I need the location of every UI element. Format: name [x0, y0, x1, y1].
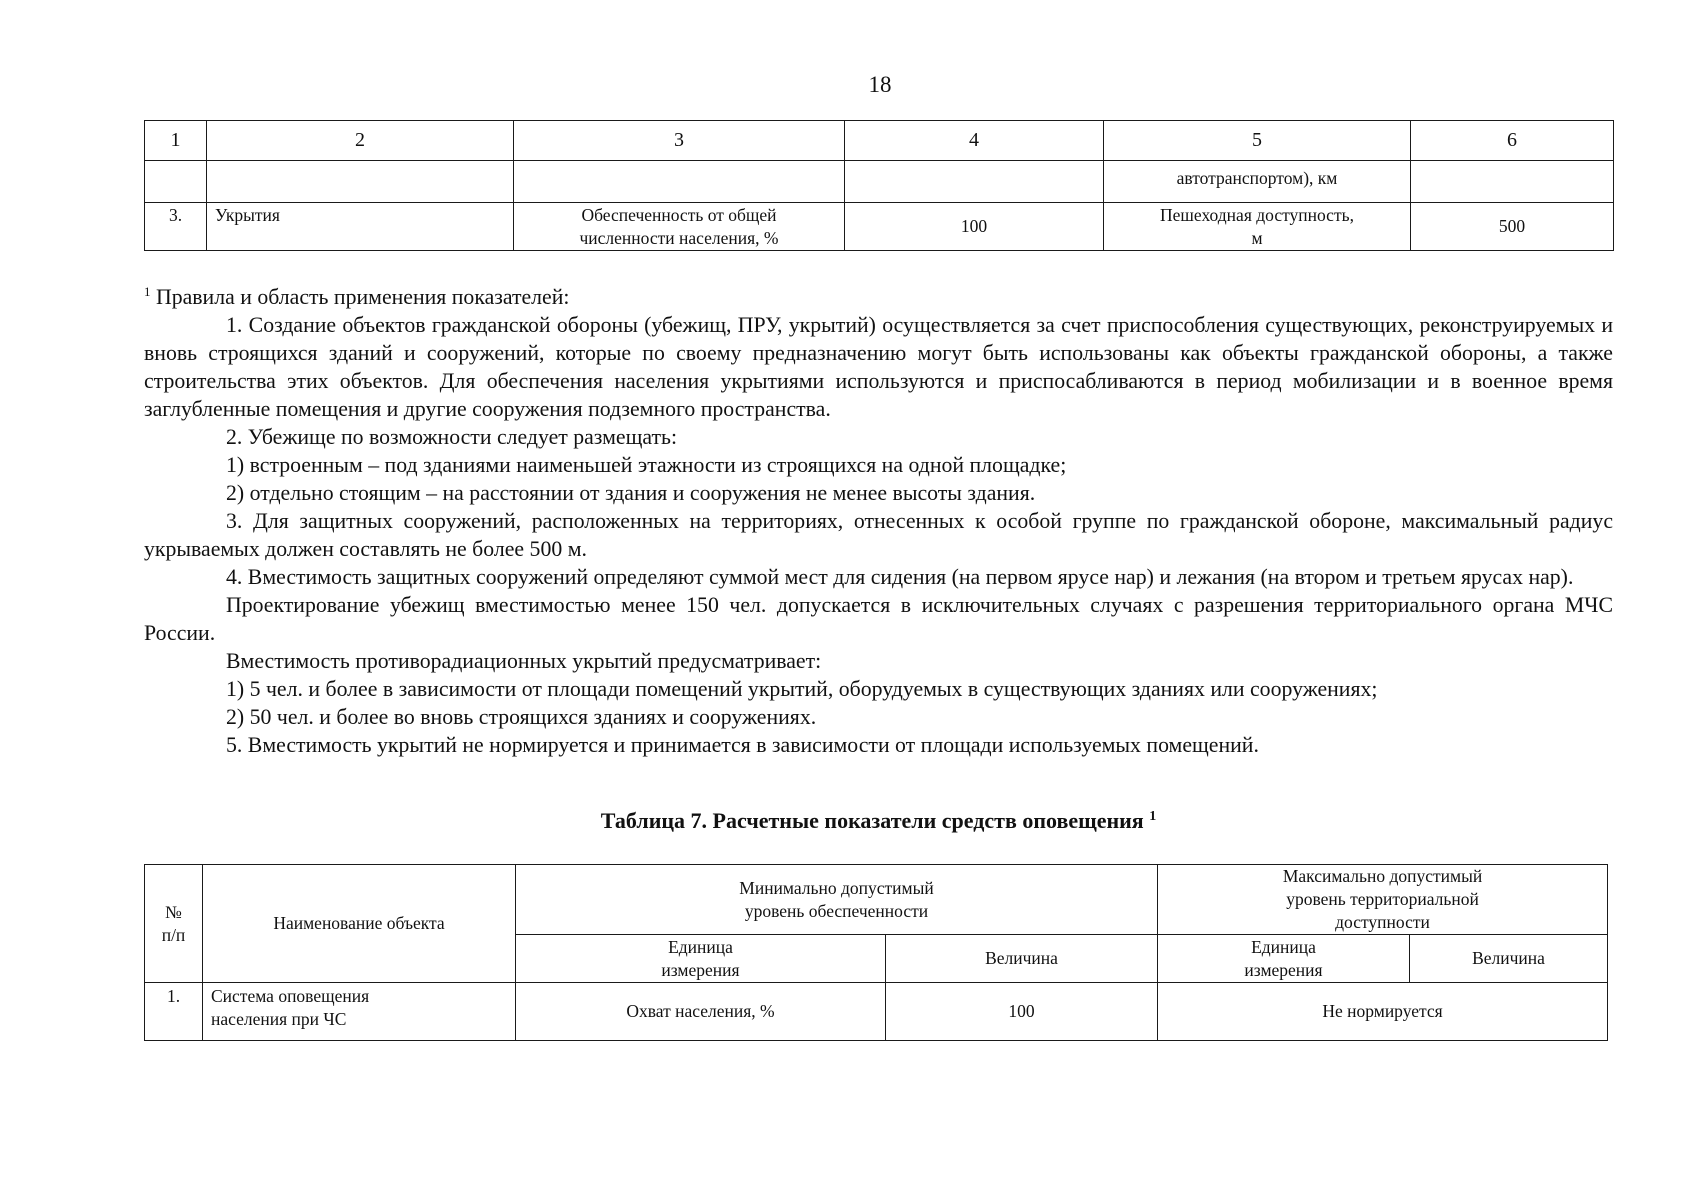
rule-list-item: 1) 5 чел. и более в зависимости от площади помещений укрытий, оборудуемых в существующих зданиях или сооружениях; — [226, 677, 1378, 701]
header-value: Величина — [886, 935, 1158, 983]
access-cell — [1104, 203, 1411, 251]
row-number: 3. — [145, 203, 207, 251]
header-line: уровень территориальной — [1286, 889, 1479, 909]
header-line: Единица — [1251, 936, 1316, 957]
table-header-cell: 6 — [1411, 121, 1614, 161]
rule-list-item: 2) 50 чел. и более во вновь строящихся зданиях и сооружениях. — [226, 705, 817, 729]
header-unit-access — [1158, 935, 1410, 983]
header-line: Единица — [668, 936, 733, 957]
table-row — [145, 983, 1608, 1041]
access-line: Пешеходная доступность, — [1160, 204, 1354, 225]
table-7-title-marker: 1 — [1149, 809, 1157, 824]
table-row — [145, 203, 1614, 251]
access-cell: Не нормируется — [1158, 983, 1608, 1041]
header-max-level — [1158, 865, 1608, 935]
footnote-title — [144, 278, 1613, 311]
rule-paragraph: Проектирование убежищ вместимостью менее 150 чел. допускается в исключительных случаях с разрешения территориального органа МЧС России. — [144, 593, 1613, 645]
table-cell — [145, 161, 207, 203]
rule-paragraph: 3. Для защитных сооружений, расположенных на территориях, отнесенных к особой группе по гражданской обороне, максимальный радиус укрываемых должен составлять не более 500 м. — [144, 509, 1613, 561]
rule-paragraph: 5. Вместимость укрытий не нормируется и принимается в зависимости от площади используемых помещений. — [226, 733, 1259, 757]
table-cell — [845, 161, 1104, 203]
table-header-cell: 2 — [207, 121, 514, 161]
table-header-row — [145, 865, 1608, 935]
table-7-title — [144, 808, 1613, 834]
object-name — [203, 983, 516, 1041]
header-line: № — [165, 901, 182, 922]
table-cell — [1411, 161, 1614, 203]
indicator-cell — [514, 203, 845, 251]
header-line: уровень обеспеченности — [744, 900, 929, 921]
indicator-line: Обеспеченность от общей — [581, 204, 777, 225]
table-header-cell: 3 — [514, 121, 845, 161]
table-7-title-text: Таблица 7. Расчетные показатели средств оповещения — [600, 808, 1144, 833]
access-line: м — [1251, 227, 1263, 248]
table-header-cell: 5 — [1104, 121, 1411, 161]
unit-cell: Охват населения, % — [516, 983, 886, 1041]
table-header-cell: 1 — [145, 121, 207, 161]
table-cell — [514, 161, 845, 203]
header-line: Максимально допустимый — [1282, 866, 1483, 886]
header-value-access: Величина — [1410, 935, 1608, 983]
value-cell: 100 — [845, 203, 1104, 251]
rule-paragraph: Вместимость противорадиационных укрытий предусматривает: — [226, 649, 822, 673]
table-previous-continued — [144, 120, 1614, 251]
header-line: измерения — [661, 959, 740, 980]
object-name-line: населения при ЧС — [211, 1009, 347, 1029]
indicator-line: численности населения, % — [579, 227, 779, 248]
table-header-row — [145, 121, 1614, 161]
header-unit — [516, 935, 886, 983]
footnote-marker: 1 — [144, 284, 151, 299]
page-number: 18 — [868, 72, 892, 97]
header-line: доступности — [1335, 912, 1430, 932]
object-name-line: Система оповещения — [211, 986, 370, 1006]
footnote-rules — [144, 278, 1613, 759]
rule-list-item: 2) отдельно стоящим – на расстоянии от здания и сооружения не менее высоты здания. — [226, 481, 1036, 505]
rule-paragraph: 1. Создание объектов гражданской обороны (убежищ, ПРУ, укрытий) осуществляется за счет приспособления существующих, реконструируемых и вновь строящихся зданий и сооружений, которые по своему предназначению могут быть использованы как объекты гражданской обороны, а также строительства этих объектов. Для обеспечения населения укрытиями используются и приспосабливаются в период мобилизации и в военное время заглубленные помещения и другие сооружения подземного пространства. — [144, 313, 1613, 421]
rule-paragraph: 2. Убежище по возможности следует размещать: — [226, 425, 677, 449]
table-cell: автотранспортом), км — [1104, 161, 1411, 203]
object-name: Укрытия — [207, 203, 514, 251]
table-7 — [144, 864, 1608, 1041]
header-line: п/п — [161, 924, 186, 945]
rule-paragraph: 4. Вместимость защитных сооружений определяют суммой мест для сидения (на первом ярусе нар) и лежания (на втором и третьем ярусах нар). — [226, 565, 1574, 589]
table-cell — [207, 161, 514, 203]
table-row — [145, 161, 1614, 203]
header-min-level — [516, 865, 1158, 935]
footnote-title-text: Правила и область применения показателей: — [155, 285, 570, 309]
header-object-name: Наименование объекта — [203, 865, 516, 983]
table-header-cell: 4 — [845, 121, 1104, 161]
header-line: измерения — [1244, 959, 1323, 980]
access-value-cell: 500 — [1411, 203, 1614, 251]
rule-list-item: 1) встроенным – под зданиями наименьшей этажности из строящихся на одной площадке; — [226, 453, 1067, 477]
value-cell: 100 — [886, 983, 1158, 1041]
row-number: 1. — [145, 983, 203, 1041]
header-line: Минимально допустимый — [739, 877, 934, 898]
header-number — [145, 865, 203, 983]
